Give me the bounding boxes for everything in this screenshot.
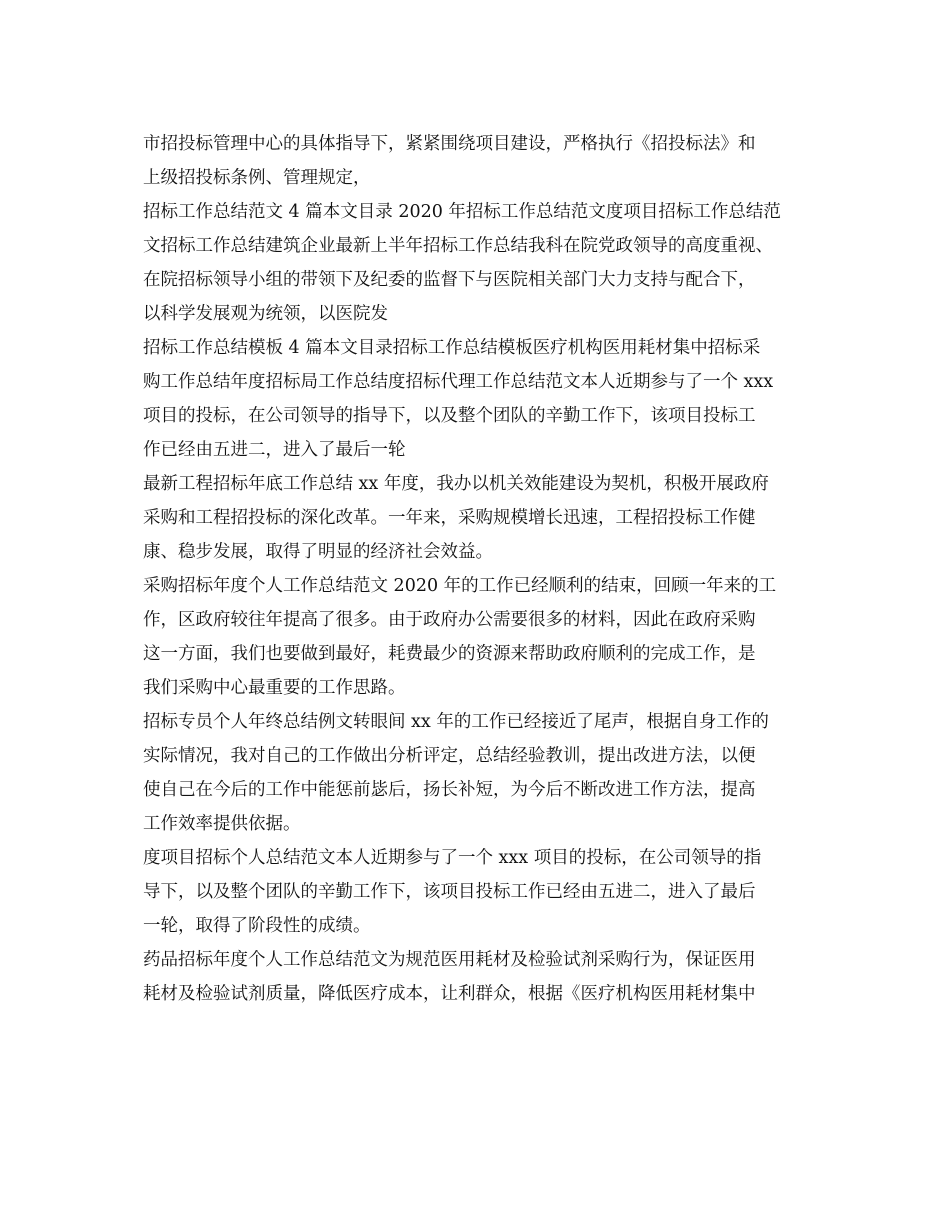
text-line: 招标专员个人年终总结例文转眼间 xx 年的工作已经接近了尾声，根据自身工作的 bbox=[143, 712, 769, 732]
text-line: 一轮，取得了阶段性的成绩。 bbox=[143, 916, 371, 936]
text-line: 这一方面，我们也要做到最好，耗费最少的资源来帮助政府顺利的完成工作，是 bbox=[143, 644, 756, 664]
text-line: 度项目招标个人总结范文本人近期参与了一个 xxx 项目的投标，在公司领导的指 bbox=[143, 848, 762, 868]
text-line: 招标工作总结模板 4 篇本文目录招标工作总结模板医疗机构医用耗材集中招标采 bbox=[143, 338, 761, 358]
text-line: 药品招标年度个人工作总结范文为规范医用耗材及检验试剂采购行为，保证医用 bbox=[143, 950, 756, 970]
text-line: 作已经由五进二，进入了最后一轮 bbox=[143, 440, 406, 460]
text-line: 上级招投标条例、管理规定， bbox=[143, 168, 371, 188]
text-line: 最新工程招标年底工作总结 xx 年度，我办以机关效能建设为契机，积极开展政府 bbox=[143, 474, 769, 494]
text-line: 项目的投标，在公司领导的指导下，以及整个团队的辛勤工作下，该项目投标工 bbox=[143, 406, 756, 426]
text-line: 采购招标年度个人工作总结范文 2020 年的工作已经顺利的结束，回顾一年来的工 bbox=[143, 576, 777, 596]
text-line: 康、稳步发展，取得了明显的经济社会效益。 bbox=[143, 542, 493, 562]
text-line: 工作效率提供依据。 bbox=[143, 814, 301, 834]
text-line: 使自己在今后的工作中能惩前毖后，扬长补短，为今后不断改进工作方法，提高 bbox=[143, 780, 756, 800]
text-line: 购工作总结年度招标局工作总结度招标代理工作总结范文本人近期参与了一个 xxx bbox=[143, 372, 774, 392]
text-line: 以科学发展观为统领，以医院发 bbox=[143, 304, 388, 324]
text-line: 文招标工作总结建筑企业最新上半年招标工作总结我科在院党政领导的高度重视、 bbox=[143, 236, 773, 256]
text-line: 实际情况，我对自己的工作做出分析评定，总结经验教训，提出改进方法，以便 bbox=[143, 746, 756, 766]
text-line: 采购和工程招投标的深化改革。一年来，采购规模增长迅速，工程招投标工作健 bbox=[143, 508, 756, 528]
text-line: 我们采购中心最重要的工作思路。 bbox=[143, 678, 406, 698]
text-line: 导下，以及整个团队的辛勤工作下，该项目投标工作已经由五进二，进入了最后 bbox=[143, 882, 756, 902]
text-line: 招标工作总结范文 4 篇本文目录 2020 年招标工作总结范文度项目招标工作总结范 bbox=[143, 202, 781, 222]
text-line: 在院招标领导小组的带领下及纪委的监督下与医院相关部门大力支持与配合下， bbox=[143, 270, 756, 290]
document-body bbox=[143, 127, 815, 1011]
text-line: 市招投标管理中心的具体指导下，紧紧围绕项目建设，严格执行《招投标法》和 bbox=[143, 134, 756, 154]
text-line: 作，区政府较往年提高了很多。由于政府办公需要很多的材料，因此在政府采购 bbox=[143, 610, 756, 630]
text-line: 耗材及检验试剂质量，降低医疗成本，让利群众，根据《医疗机构医用耗材集中 bbox=[143, 984, 756, 1004]
